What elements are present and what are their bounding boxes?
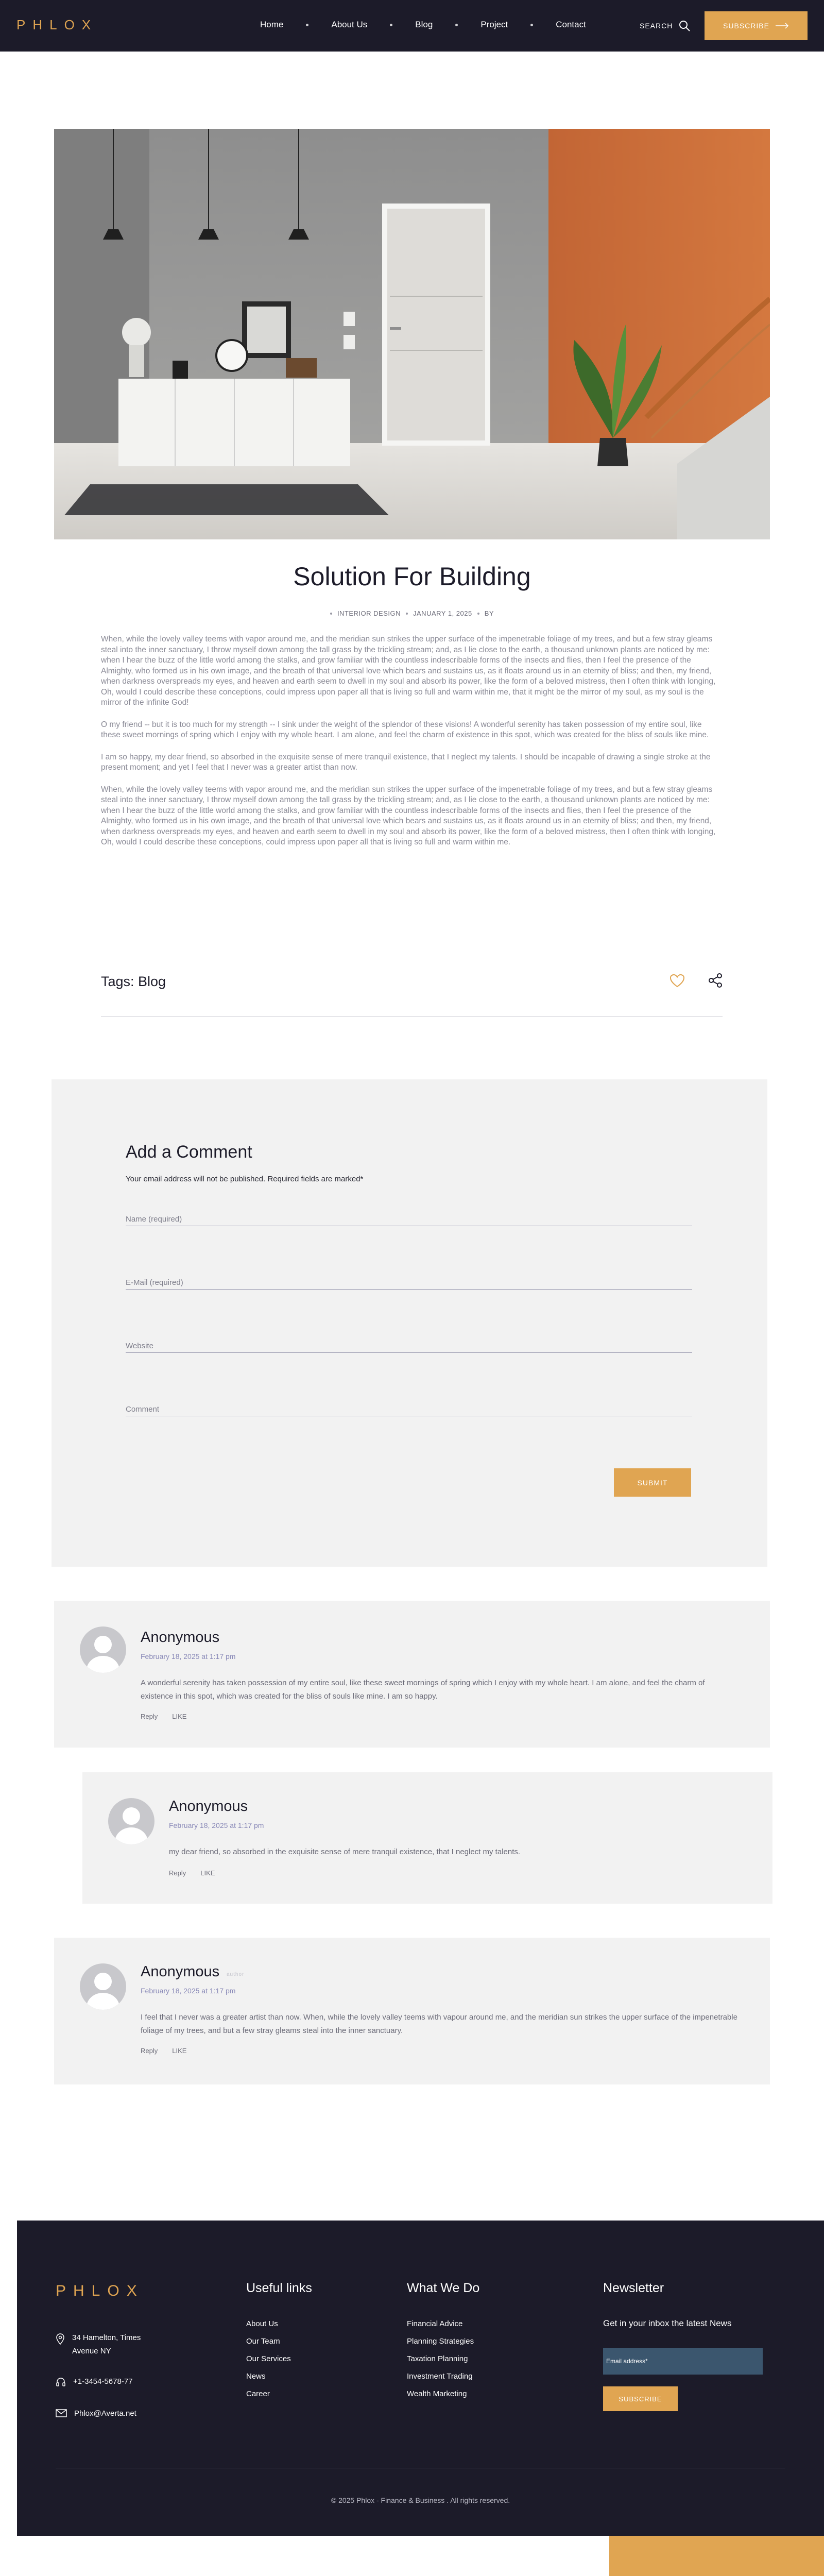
site-header [0, 0, 824, 52]
user-silhouette-icon [80, 1626, 126, 1673]
post-date: JANUARY 1, 2025 [413, 609, 472, 617]
comment-author: Anonymous [169, 1798, 248, 1815]
newsletter-subscribe-button[interactable]: SUBSCRIBE [603, 2386, 678, 2411]
footer-address-text: 34 Hamelton, Times Avenue NY [72, 2333, 141, 2355]
main-nav [260, 20, 586, 30]
post-title: Solution For Building [293, 562, 531, 591]
post-body [101, 634, 721, 859]
heart-icon[interactable] [670, 974, 685, 988]
name-input[interactable] [126, 1215, 692, 1224]
useful-links-list [246, 2319, 291, 2407]
nav-separator [530, 24, 533, 26]
meta-separator [477, 613, 479, 615]
footer-phone [56, 2375, 133, 2388]
search-icon[interactable] [678, 20, 691, 32]
meta-separator [330, 613, 332, 615]
meta-separator [406, 613, 408, 615]
arrow-right-icon [776, 23, 789, 29]
website-input[interactable] [126, 1342, 692, 1350]
nav-home[interactable]: Home [260, 20, 284, 29]
footer-link-our-team[interactable]: Our Team [246, 2337, 280, 2346]
site-logo[interactable]: PHLOX [16, 17, 98, 32]
location-pin-icon [56, 2333, 65, 2345]
avatar [80, 1626, 126, 1673]
post-author-prefix: BY [484, 609, 494, 617]
post-divider [101, 1016, 723, 1017]
hero-image [54, 129, 770, 539]
newsletter-text: Get in your inbox the latest News [603, 2318, 732, 2328]
share-icon[interactable] [708, 973, 723, 988]
comment-card [54, 1601, 770, 1748]
comment-date[interactable]: February 18, 2025 at 1:17 pm [169, 1821, 264, 1829]
nav-blog[interactable]: Blog [415, 20, 433, 29]
comment-card [54, 1938, 770, 2084]
footer-logo[interactable]: PHLOX [56, 2282, 144, 2299]
footer-address [56, 2331, 159, 2358]
footer-link-about-us[interactable]: About Us [246, 2319, 278, 2328]
footer-link-financial-advice[interactable]: Financial Advice [407, 2319, 463, 2328]
nav-separator [390, 24, 392, 26]
search-label[interactable]: SEARCH [640, 22, 673, 30]
comment-author: Anonymous [141, 1629, 220, 1646]
like-link[interactable]: LIKE [172, 1713, 187, 1720]
post-paragraph: When, while the lovely valley teems with vapor around me, and the meridian sun strikes the upper surface of the impenetrable foliage of my trees, and but a few stray gleams steal into the inner sanctuary, I throw myself down among the tall grass by the trickling stream; and, as I lie close to the earth, a thousand unknown plants are noticed by me: when I hear the buzz of the little world among the stalks, and grow familiar with the countless indescribable forms of the insects and flies, then I feel the presence of the Almighty, who formed us in his own image, and the breath of that universal love which bears and sustains us, as it floats around us in an eternity of bliss; and then, my friend, when darkness overspreads my eyes, and heaven and earth seem to dwell in my soul and absorb its power, like the form of a beloved mistress, then I often think with longing, Oh, would I could describe these conceptions, could impress upon paper all that is living so full and warm within me, that it might be the mirror of my soul, as my soul is the mirror of the infinite God! [101, 635, 716, 707]
footer-email-text[interactable]: Phlox@Averta.net [74, 2409, 136, 2418]
useful-links-title: Useful links [246, 2281, 312, 2295]
comment-date[interactable]: February 18, 2025 at 1:17 pm [141, 1987, 236, 1995]
newsletter-email-input[interactable] [603, 2348, 763, 2375]
comment-form [52, 1079, 767, 1567]
website-field-wrapper [126, 1327, 692, 1353]
footer-link-our-services[interactable]: Our Services [246, 2354, 291, 2363]
reply-link[interactable]: Reply [169, 1869, 186, 1877]
avatar [108, 1798, 154, 1844]
avatar [80, 1963, 126, 2010]
copyright-text: © 2025 Phlox - Finance & Business . All rights reserved. [331, 2496, 510, 2504]
footer-link-investment-trading[interactable]: Investment Trading [407, 2372, 473, 2381]
nav-project[interactable]: Project [480, 20, 508, 29]
footer-link-wealth-marketing[interactable]: Wealth Marketing [407, 2389, 467, 2398]
post-paragraph: When, while the lovely valley teems with vapor around me, and the meridian sun strikes the upper surface of the impenetrable foliage of my trees, and but a few stray gleams steal into the inner sanctuary, I throw myself down among the tall grass by the trickling stream; and, as I lie close to the earth, a thousand unknown plants are noticed by me: when I hear the buzz of the little world among the stalks, and grow familiar with the countless indescribable forms of the insects and flies, then I feel the presence of the Almighty, who formed us in his own image, and the breath of that universal love which bears and sustains us, as it floats around us in an eternity of bliss; and then, my friend, when darkness overspreads my eyes, and heaven and earth seem to dwell in my soul and absorb its power, like the form of a beloved mistress, then I often think with longing, Oh, would I could describe these conceptions, could impress upon paper all that is living so full and warm within me. [101, 785, 716, 846]
reply-link[interactable]: Reply [141, 1713, 158, 1720]
footer-link-planning-strategies[interactable]: Planning Strategies [407, 2337, 474, 2346]
footer-email [56, 2407, 136, 2420]
post-meta [0, 609, 824, 617]
author-badge: author [227, 1972, 245, 1977]
comment-input[interactable] [126, 1405, 692, 1414]
comment-form-title: Add a Comment [126, 1142, 252, 1162]
header-subscribe-button[interactable] [705, 11, 808, 40]
comment-author: Anonymous [141, 1963, 220, 1980]
nav-about-us[interactable]: About Us [331, 20, 368, 29]
footer-phone-text[interactable]: +1-3454-5678-77 [73, 2377, 133, 2386]
comment-field-wrapper [126, 1391, 692, 1416]
nav-contact[interactable]: Contact [556, 20, 586, 29]
envelope-icon [56, 2409, 67, 2417]
headset-icon [56, 2377, 66, 2387]
what-we-do-list [407, 2319, 474, 2407]
email-input[interactable] [126, 1278, 692, 1287]
comment-date[interactable]: February 18, 2025 at 1:17 pm [141, 1652, 236, 1660]
submit-button[interactable]: SUBMIT [614, 1468, 691, 1497]
newsletter-title: Newsletter [603, 2281, 664, 2295]
comment-actions [169, 1869, 215, 1877]
header-subscribe-label: SUBSCRIBE [723, 22, 769, 30]
email-field-wrapper [126, 1264, 692, 1290]
post-paragraph: O my friend -- but it is too much for my strength -- I sink under the weight of the splendor of these visions! A wonderful serenity has taken possession of my entire soul, like these sweet mornings of spring which I enjoy with my whole heart. I am alone, and feel the charm of existence in this spot, which was created for the bliss of souls like mine. [101, 720, 709, 739]
what-we-do-title: What We Do [407, 2281, 480, 2295]
comment-text: my dear friend, so absorbed in the exquisite sense of mere tranquil existence, that I neglect my talents. [169, 1848, 521, 1856]
user-silhouette-icon [108, 1798, 154, 1844]
nav-separator [306, 24, 308, 26]
post-paragraph: I am so happy, my dear friend, so absorbed in the exquisite sense of mere tranquil existence, that I neglect my talents. I should be incapable of drawing a single stroke at the present moment; and yet I feel that I never was a greater artist than now. [101, 752, 711, 772]
footer-link-taxation-planning[interactable]: Taxation Planning [407, 2354, 468, 2363]
comment-text: I feel that I never was a greater artist than now. When, while the lovely valley teems with vapour around me, and the meridian sun strikes the upper surface of the impenetrable foliage of my trees, and but a few stray gleams steal into the inner sanctuary. [141, 2013, 737, 2035]
user-silhouette-icon [80, 1963, 126, 2010]
comment-actions [141, 1713, 186, 1720]
footer-link-career[interactable]: Career [246, 2389, 270, 2398]
comment-actions [141, 2047, 186, 2055]
post-category[interactable]: INTERIOR DESIGN [337, 609, 401, 617]
site-footer [17, 2221, 824, 2536]
reply-link[interactable]: Reply [141, 2047, 158, 2055]
like-link[interactable]: LIKE [172, 2047, 187, 2055]
footer-link-news[interactable]: News [246, 2372, 266, 2381]
comment-form-note: Your email address will not be published. Required fields are marked* [126, 1175, 364, 1183]
comment-text: A wonderful serenity has taken possession of my entire soul, like these sweet mornings of spring which I enjoy with my whole heart. I am alone, and feel the charm of existence in this spot, which was created for the bliss of souls like mine. I am so happy. [141, 1679, 705, 1701]
like-link[interactable]: LIKE [200, 1869, 215, 1877]
post-tags[interactable]: Tags: Blog [101, 974, 166, 989]
nav-separator [455, 24, 458, 26]
name-field-wrapper [126, 1200, 692, 1226]
comment-card-reply [82, 1772, 772, 1904]
